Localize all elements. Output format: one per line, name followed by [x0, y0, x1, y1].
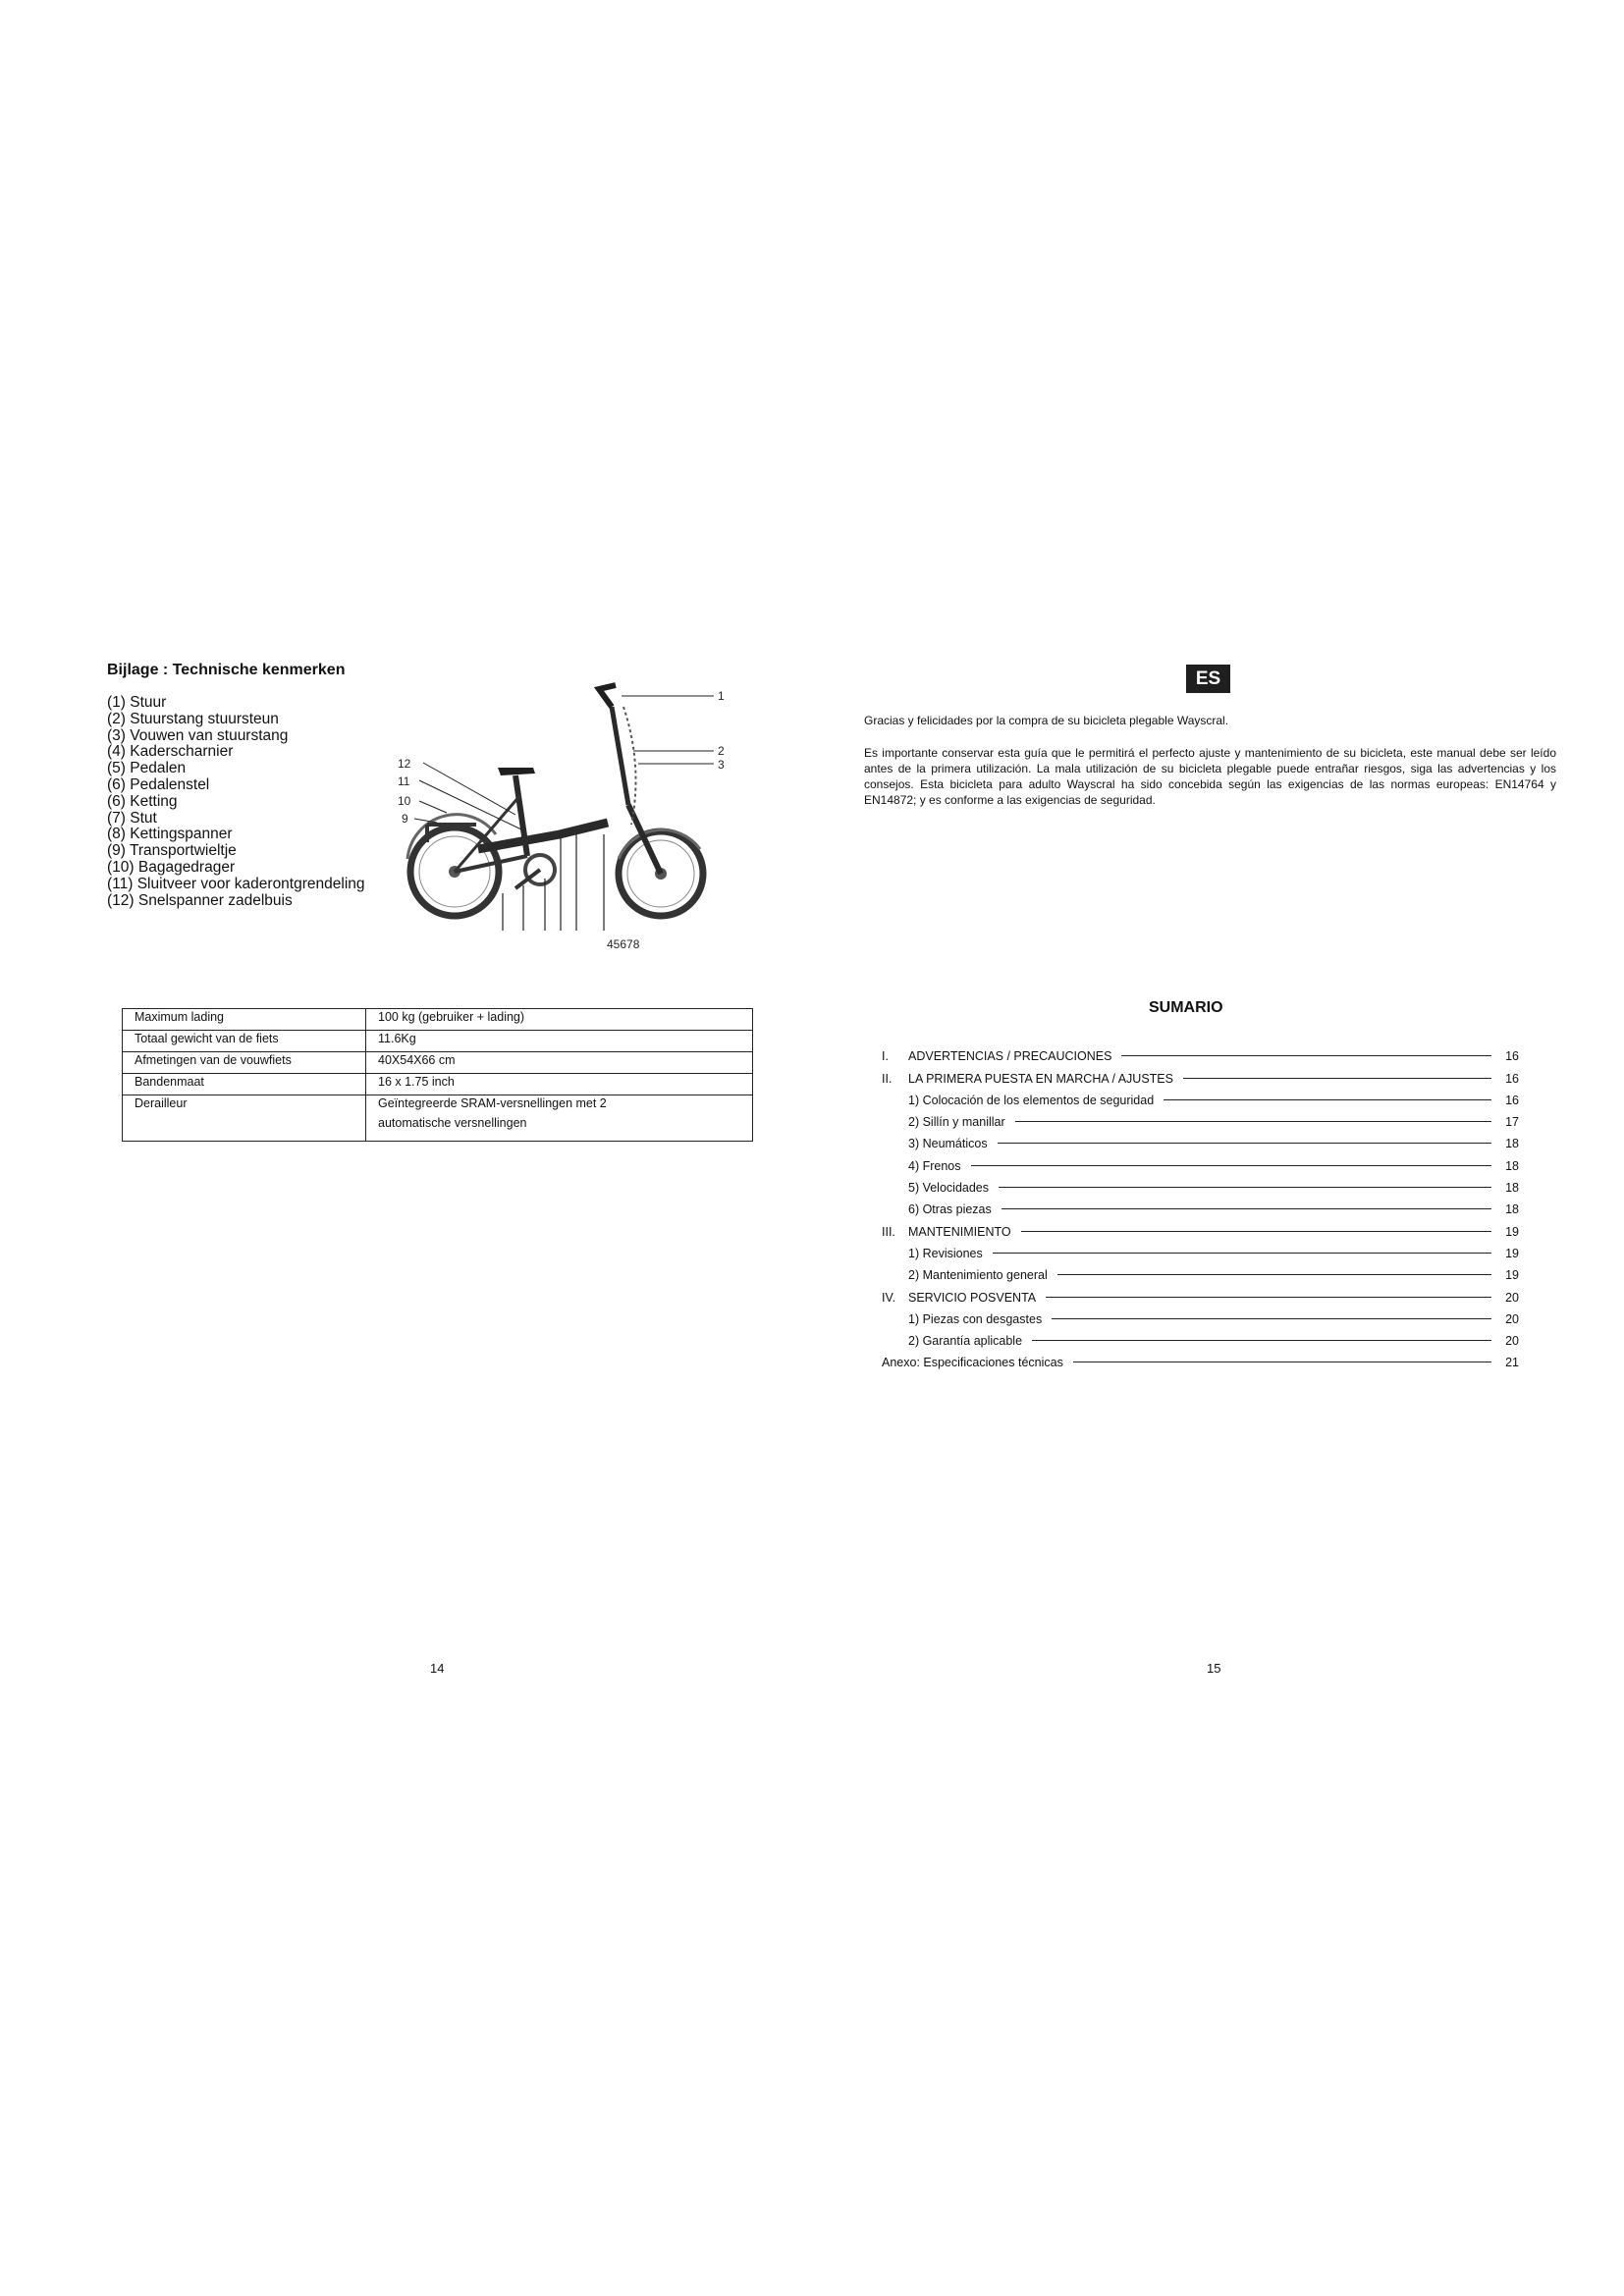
table-row: [123, 1009, 753, 1031]
toc-leader-line: [1015, 1121, 1491, 1122]
spec-value: 16 x 1.75 inch: [366, 1074, 753, 1095]
toc-entry-label: [882, 1312, 1052, 1326]
part-item: (2) Stuurstang stuursteun: [107, 710, 279, 727]
toc-leader-line: [1057, 1274, 1491, 1275]
toc-entry-text: 6) Otras piezas: [908, 1202, 992, 1217]
toc-entry-label: [882, 1356, 1073, 1369]
toc-entry[interactable]: [882, 1348, 1519, 1369]
toc-section-number: IV.: [882, 1290, 896, 1305]
toc-page-number: 19: [1505, 1246, 1519, 1260]
toc-page-number: 20: [1505, 1290, 1519, 1305]
toc-page-number: 18: [1505, 1202, 1519, 1217]
toc-entry-label: [882, 1072, 1183, 1086]
toc-entry[interactable]: [882, 1173, 1519, 1195]
toc-entry[interactable]: [882, 1129, 1519, 1150]
toc-leader-line: [1052, 1318, 1491, 1319]
toc-page-number: 18: [1505, 1137, 1519, 1151]
toc-entry-label: [882, 1334, 1032, 1348]
toc-entry[interactable]: [882, 1107, 1519, 1129]
spec-value: 100 kg (gebruiker + lading): [366, 1009, 753, 1031]
table-row: [123, 1074, 753, 1095]
part-item: (7) Stut: [107, 809, 157, 827]
folding-bike-diagram: [388, 677, 741, 962]
toc-entry-label: [882, 1137, 998, 1150]
callout-2: 2: [718, 744, 725, 758]
toc-entry-text: 2) Garantía aplicable: [908, 1334, 1023, 1349]
toc-entry-text: Anexo: Especificaciones técnicas: [882, 1356, 1063, 1370]
toc-page-number: 20: [1505, 1311, 1519, 1326]
toc-entry-label: [882, 1247, 993, 1260]
toc-leader-line: [999, 1187, 1491, 1188]
callout-3: 3: [718, 758, 725, 772]
toc-entry[interactable]: [882, 1063, 1519, 1085]
part-item: (10) Bagagedrager: [107, 858, 236, 876]
toc-entry-text: MANTENIMIENTO: [908, 1224, 1011, 1239]
toc-leader-line: [1164, 1099, 1491, 1100]
spec-label: Afmetingen van de vouwfiets: [123, 1052, 366, 1074]
toc-entry[interactable]: [882, 1282, 1519, 1304]
part-item: (6) Pedalenstel: [107, 775, 210, 793]
toc-page-number: 17: [1505, 1115, 1519, 1130]
callout-9: 9: [402, 812, 408, 826]
callout-1: 1: [718, 689, 725, 703]
spec-label: Derailleur: [123, 1095, 366, 1142]
toc-page-number: 16: [1505, 1071, 1519, 1086]
toc-leader-line: [993, 1253, 1491, 1254]
toc-entry[interactable]: [882, 1239, 1519, 1260]
spec-value: Geïntegreerde SRAM-versnellingen met 2: [378, 1096, 607, 1110]
toc-section-number: III.: [882, 1224, 895, 1239]
toc-entry-text: 1) Colocación de los elementos de seguridad: [908, 1093, 1155, 1107]
toc-leader-line: [971, 1165, 1492, 1166]
bike-illustration: [388, 677, 741, 962]
specifications-table: [122, 1008, 753, 1142]
toc-entry-label: [882, 1181, 999, 1195]
summary-title: SUMARIO: [1149, 999, 1223, 1016]
part-item: (6) Ketting: [107, 792, 178, 810]
callout-bottom: 45678: [607, 937, 640, 951]
toc-entry-label: [882, 1115, 1015, 1129]
toc-page-number: 20: [1505, 1334, 1519, 1349]
toc-entry-text: 2) Mantenimiento general: [908, 1268, 1048, 1283]
toc-entry-text: ADVERTENCIAS / PRECAUCIONES: [908, 1049, 1112, 1064]
toc-entry-text: LA PRIMERA PUESTA EN MARCHA / AJUSTES: [908, 1071, 1173, 1086]
part-item: (9) Transportwieltje: [107, 842, 237, 860]
toc-entry[interactable]: [882, 1041, 1519, 1063]
part-item: (8) Kettingspanner: [107, 826, 233, 843]
toc-entry-label: [882, 1225, 1021, 1239]
toc-entry-label: [882, 1268, 1057, 1282]
parts-list: [107, 695, 365, 909]
part-item: (12) Snelspanner zadelbuis: [107, 891, 293, 909]
toc-section-number: II.: [882, 1071, 893, 1086]
toc-entry[interactable]: [882, 1326, 1519, 1348]
toc-entry[interactable]: [882, 1195, 1519, 1216]
toc-page-number: 19: [1505, 1224, 1519, 1239]
page-number-left: 14: [430, 1661, 445, 1676]
toc-leader-line: [1183, 1078, 1491, 1079]
toc-entry-text: SERVICIO POSVENTA: [908, 1290, 1037, 1305]
toc-leader-line: [1021, 1231, 1491, 1232]
toc-leader-line: [1121, 1055, 1491, 1056]
spec-label: Bandenmaat: [123, 1074, 366, 1095]
toc-entry[interactable]: [882, 1260, 1519, 1282]
table-row: [123, 1052, 753, 1074]
part-item: (1) Stuur: [107, 694, 167, 711]
toc-page-number: 18: [1505, 1181, 1519, 1196]
spec-label: Maximum lading: [123, 1009, 366, 1031]
toc-page-number: 16: [1505, 1093, 1519, 1107]
intro-paragraph: Es importante conservar esta guía que le permitirá el perfecto ajuste y mantenimiento de su bicicleta, este manual debe ser leído antes de la primera utilización. La mala utilización de su bicicleta plegable puede entrañar riesgos, siga las advertencias y los consejos. Esta bicicleta para adulto Wayscral ha sido concebida según las exigencias de las normas europeas: EN14764 y EN14872; y es conforme a las exigencias de seguridad.: [864, 746, 1556, 807]
toc-page-number: 19: [1505, 1268, 1519, 1283]
toc-entry-label: [882, 1094, 1164, 1107]
spec-value-cell: [366, 1095, 753, 1142]
spec-value: 11.6Kg: [366, 1031, 753, 1052]
toc-entry-text: 5) Velocidades: [908, 1181, 990, 1196]
toc-entry[interactable]: [882, 1086, 1519, 1107]
toc-entry-text: 3) Neumáticos: [908, 1137, 988, 1151]
part-item: (11) Sluitveer voor kaderontgrendeling: [107, 875, 365, 892]
toc-entry-text: 1) Piezas con desgastes: [908, 1311, 1043, 1326]
table-row: [123, 1095, 753, 1142]
toc-entry-label: [882, 1291, 1046, 1305]
intro-thanks: Gracias y felicidades por la compra de su bicicleta plegable Wayscral.: [864, 714, 1229, 727]
toc-entry-text: 4) Frenos: [908, 1158, 961, 1173]
toc-leader-line: [998, 1143, 1491, 1144]
table-row: [123, 1031, 753, 1052]
spec-value-continued: automatische versnellingen: [378, 1116, 527, 1130]
callout-11: 11: [398, 774, 410, 788]
part-item: (4) Kaderscharnier: [107, 743, 234, 761]
callout-12: 12: [398, 757, 411, 771]
toc-leader-line: [1001, 1208, 1491, 1209]
page-number-right: 15: [1207, 1661, 1221, 1676]
toc-section-number: I.: [882, 1049, 889, 1064]
spec-value: 40X54X66 cm: [366, 1052, 753, 1074]
toc-entry-label: [882, 1049, 1121, 1063]
toc-entry[interactable]: [882, 1216, 1519, 1238]
toc-entry-label: [882, 1202, 1001, 1216]
toc-page-number: 16: [1505, 1049, 1519, 1064]
table-of-contents: [882, 1041, 1519, 1369]
toc-entry-text: 1) Revisiones: [908, 1246, 983, 1260]
toc-page-number: 18: [1505, 1158, 1519, 1173]
toc-entry[interactable]: [882, 1305, 1519, 1326]
language-badge: ES: [1186, 665, 1230, 693]
part-item: (3) Vouwen van stuurstang: [107, 726, 289, 744]
toc-page-number: 21: [1505, 1356, 1519, 1370]
toc-leader-line: [1032, 1340, 1491, 1341]
annex-title: Bijlage : Technische kenmerken: [107, 662, 346, 678]
part-item: (5) Pedalen: [107, 760, 187, 777]
callout-10: 10: [398, 794, 411, 808]
toc-entry-label: [882, 1159, 971, 1173]
spec-label: Totaal gewicht van de fiets: [123, 1031, 366, 1052]
toc-entry-text: 2) Sillín y manillar: [908, 1115, 1005, 1130]
toc-leader-line: [1046, 1297, 1491, 1298]
toc-entry[interactable]: [882, 1150, 1519, 1172]
